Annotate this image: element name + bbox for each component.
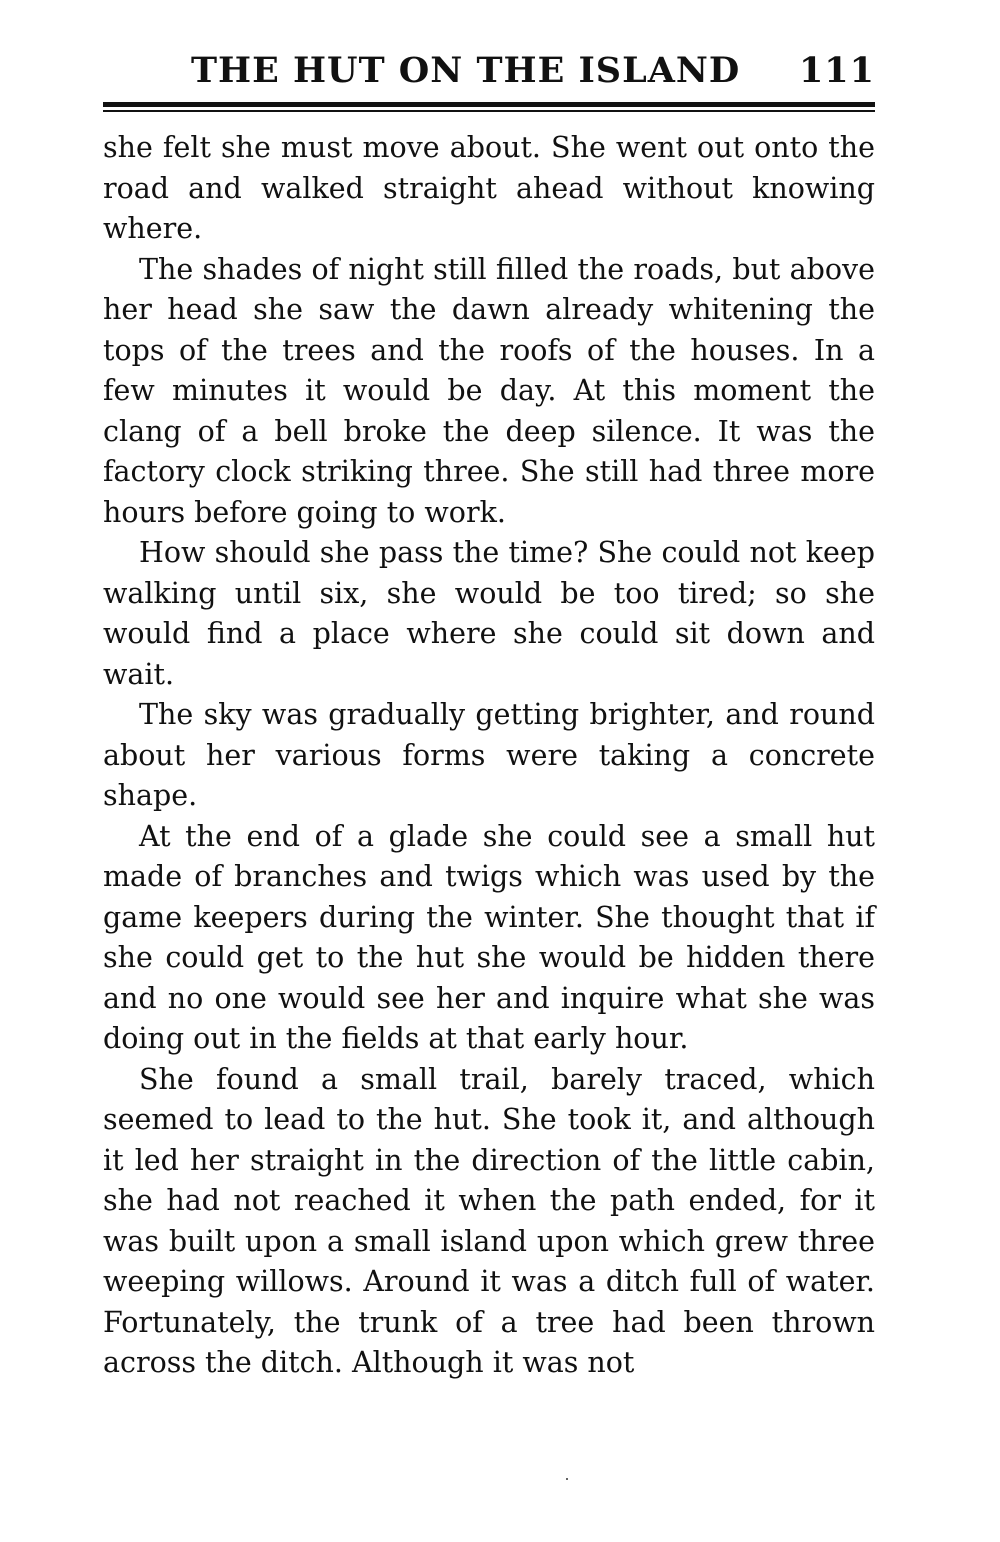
ink-speck bbox=[566, 1478, 568, 1480]
paragraph: How should she pass the time? She could not keep walking until six, she would be too tired; so she would find a place where she could sit down and wait. bbox=[103, 536, 875, 691]
header-rule-thin bbox=[103, 110, 875, 112]
running-head bbox=[103, 50, 875, 100]
paragraph: The shades of night still filled the roads, but above her head she saw the dawn already whitening the tops of the trees and the roofs of the houses. In a few minutes it would be day. At this moment the clang of a bell broke the deep silence. It was the factory clock striking three. She still had three more hours before going to work. bbox=[103, 252, 875, 529]
paragraph: At the end of a glade she could see a small hut made of branches and twigs which was used by the game keepers during the winter. She thought that if she could get to the hut she would be hidden there and no one would see her and inquire what she was doing out in the fields at that early hour. bbox=[103, 819, 875, 1055]
paragraph: She found a small trail, barely traced, which seemed to lead to the hut. She took it, and although it led her straight in the direction of the little cabin, she had not reached it when the path ended, for it was built upon a small island upon which grew three weeping willows. Around it was a ditch full of water. Fortunately, the trunk of a tree had been thrown across the ditch. Although it was not bbox=[103, 1062, 875, 1379]
paragraph: The sky was gradually getting brighter, and round about her various forms were taking a concrete shape. bbox=[103, 698, 875, 812]
header-rule-thick bbox=[103, 102, 875, 107]
body-text bbox=[103, 128, 875, 1384]
page-number: 111 bbox=[798, 50, 875, 91]
running-title: THE HUT ON THE ISLAND bbox=[191, 50, 741, 91]
paragraph: she felt she must move about. She went out onto the road and walked straight ahead without knowing where. bbox=[103, 131, 875, 245]
